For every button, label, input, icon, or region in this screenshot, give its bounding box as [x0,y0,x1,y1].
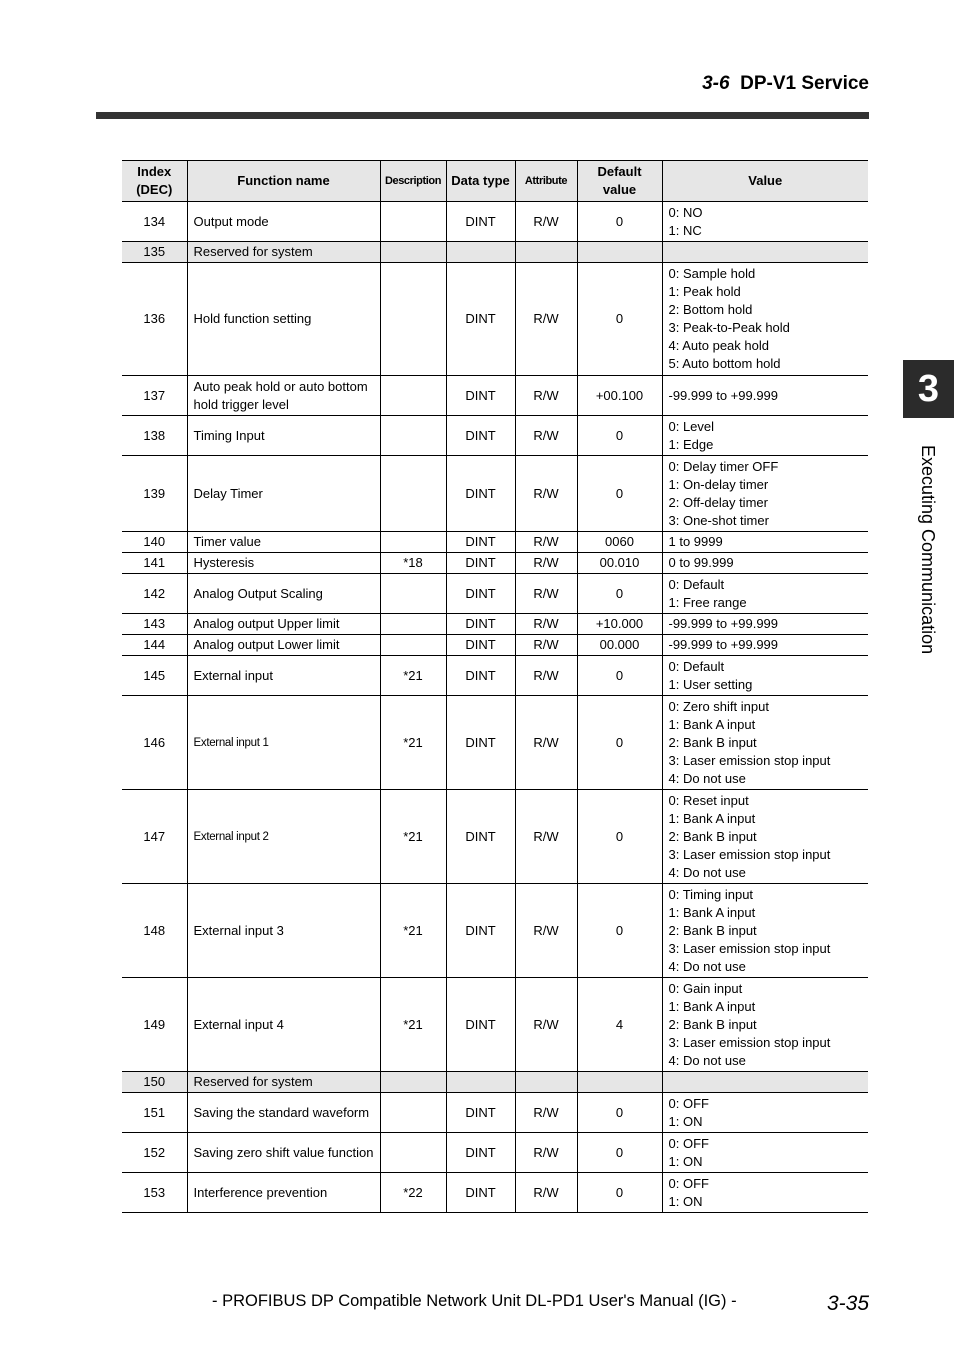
cell-attribute [515,242,577,263]
value-line: 0: Delay timer OFF [668,458,779,474]
cell-value [662,553,868,574]
value-line: 0: Level [668,418,715,434]
cell-value [662,376,868,416]
cell-description: *21 [380,790,446,884]
cell-index: 136 [122,263,187,376]
value-line: 1: ON [668,1153,703,1169]
cell-value [662,263,868,376]
cell-index: 138 [122,416,187,456]
cell-index: 140 [122,532,187,553]
cell-index: 135 [122,242,187,263]
value-line: 1: NC [668,222,702,238]
cell-function-name: External input 2 [187,790,380,884]
table-row [122,614,868,635]
table-row [122,790,868,884]
table-row [122,978,868,1072]
cell-value [662,1133,868,1173]
cell-attribute: R/W [515,1093,577,1133]
cell-default-value: 0 [577,263,662,376]
table-row [122,1173,868,1213]
cell-attribute: R/W [515,696,577,790]
header-rule [96,112,869,119]
cell-description [380,456,446,532]
cell-description [380,263,446,376]
cell-data-type [446,1072,515,1093]
cell-description: *21 [380,978,446,1072]
value-line: 4: Do not use [668,1052,746,1068]
col-header-data-type: Data type [446,161,515,202]
value-line: 3: Laser emission stop input [668,752,831,768]
cell-function-name: Timer value [187,532,380,553]
cell-function-name: External input 3 [187,884,380,978]
table-row [122,656,868,696]
value-line: 2: Bottom hold [668,302,753,317]
value-line: 0: OFF [668,1095,709,1111]
value-line: -99.999 to +99.999 [668,637,779,652]
cell-attribute: R/W [515,978,577,1072]
value-line: 2: Bank B input [668,828,757,844]
cell-function-name: External input [187,656,380,696]
cell-function-name: Interference prevention [187,1173,380,1213]
cell-data-type: DINT [446,456,515,532]
table-header-row [122,161,868,202]
table-row [122,532,868,553]
value-line: -99.999 to +99.999 [668,616,779,631]
cell-value [662,696,868,790]
value-line: -99.999 to +99.999 [668,387,779,403]
col-header-attribute: Attribute [515,161,577,202]
value-line: 1: Free range [668,594,747,610]
cell-attribute: R/W [515,656,577,696]
cell-default-value: 0 [577,656,662,696]
table-row [122,416,868,456]
cell-description: *22 [380,1173,446,1213]
table-row [122,456,868,532]
col-header-default-value: Default value [577,161,662,202]
cell-attribute: R/W [515,376,577,416]
table-row [122,696,868,790]
cell-description: *18 [380,553,446,574]
value-line: 5: Auto bottom hold [668,356,781,371]
cell-default-value: +00.100 [577,376,662,416]
cell-description [380,242,446,263]
cell-attribute: R/W [515,790,577,884]
cell-description [380,1133,446,1173]
cell-index: 151 [122,1093,187,1133]
cell-description [380,635,446,656]
value-line: 1: Edge [668,436,714,452]
cell-value [662,242,868,263]
cell-function-name: Auto peak hold or auto bottom hold trigger level [187,376,380,416]
cell-default-value: 0 [577,884,662,978]
cell-description [380,1072,446,1093]
value-line: 4: Do not use [668,770,746,786]
cell-description: *21 [380,884,446,978]
cell-default-value: 00.000 [577,635,662,656]
cell-data-type: DINT [446,1133,515,1173]
cell-function-name: Analog Output Scaling [187,574,380,614]
cell-default-value: 0 [577,1093,662,1133]
cell-default-value: 00.010 [577,553,662,574]
cell-description: *21 [380,696,446,790]
cell-value [662,635,868,656]
cell-data-type: DINT [446,1093,515,1133]
value-line: 0: Sample hold [668,266,756,281]
cell-value [662,456,868,532]
value-line: 4: Auto peak hold [668,338,769,353]
cell-default-value: 0 [577,202,662,242]
cell-function-name: Hysteresis [187,553,380,574]
cell-value [662,978,868,1072]
cell-index: 143 [122,614,187,635]
cell-function-name: Timing Input [187,416,380,456]
cell-default-value: 0 [577,1173,662,1213]
cell-value [662,416,868,456]
section-title: DP-V1 Service [740,73,869,94]
cell-value [662,790,868,884]
cell-default-value: 0060 [577,532,662,553]
cell-attribute: R/W [515,1173,577,1213]
value-line: 4: Do not use [668,958,746,974]
table-row [122,884,868,978]
cell-data-type [446,242,515,263]
cell-attribute: R/W [515,553,577,574]
value-line: 1: Bank A input [668,716,756,732]
cell-data-type: DINT [446,978,515,1072]
cell-function-name: Output mode [187,202,380,242]
value-line: 1: On-delay timer [668,476,769,492]
cell-default-value: +10.000 [577,614,662,635]
section-number: 3-6 [702,73,730,94]
value-line: 1: Peak hold [668,284,741,299]
value-line: 4: Do not use [668,864,746,880]
cell-index: 134 [122,202,187,242]
cell-attribute: R/W [515,202,577,242]
table-row [122,202,868,242]
cell-index: 139 [122,456,187,532]
value-line: 3: Laser emission stop input [668,846,831,862]
value-line: 3: Peak-to-Peak hold [668,320,790,335]
cell-value [662,1173,868,1213]
table-row [122,553,868,574]
cell-function-name: External input 1 [187,696,380,790]
table-row [122,242,868,263]
cell-index: 137 [122,376,187,416]
col-header-function-name: Function name [187,161,380,202]
cell-description: *21 [380,656,446,696]
table-row [122,574,868,614]
cell-default-value: 4 [577,978,662,1072]
cell-data-type: DINT [446,376,515,416]
cell-function-name: Hold function setting [187,263,380,376]
col-header-index: Index (DEC) [122,161,187,202]
cell-index: 142 [122,574,187,614]
value-line: 1: Bank A input [668,904,756,920]
cell-description [380,416,446,456]
cell-default-value: 0 [577,416,662,456]
chapter-title: Executing Communication [918,445,938,655]
cell-data-type: DINT [446,635,515,656]
cell-function-name: Analog output Lower limit [187,635,380,656]
value-line: 0: Default [668,658,725,674]
value-line: 3: Laser emission stop input [668,940,831,956]
table-row [122,1093,868,1133]
value-line: 0 to 99.999 [668,555,734,570]
cell-attribute: R/W [515,263,577,376]
cell-default-value [577,242,662,263]
cell-value [662,884,868,978]
cell-data-type: DINT [446,884,515,978]
cell-index: 152 [122,1133,187,1173]
cell-attribute: R/W [515,635,577,656]
cell-index: 148 [122,884,187,978]
cell-data-type: DINT [446,614,515,635]
cell-default-value: 0 [577,1133,662,1173]
value-line: 1: User setting [668,676,753,692]
cell-data-type: DINT [446,263,515,376]
cell-data-type: DINT [446,1173,515,1213]
cell-description [380,1093,446,1133]
value-line: 0: Default [668,576,725,592]
cell-index: 150 [122,1072,187,1093]
chapter-tab: 3 [903,360,954,418]
cell-data-type: DINT [446,574,515,614]
table-row [122,376,868,416]
cell-attribute: R/W [515,884,577,978]
value-line: 2: Bank B input [668,1016,757,1032]
cell-attribute: R/W [515,416,577,456]
parameter-table [122,160,868,1213]
cell-description [380,532,446,553]
value-line: 0: OFF [668,1175,709,1191]
table-body [122,202,868,1213]
cell-description [380,376,446,416]
cell-data-type: DINT [446,656,515,696]
cell-function-name: Analog output Upper limit [187,614,380,635]
cell-index: 153 [122,1173,187,1213]
value-line: 0: Reset input [668,792,749,808]
cell-default-value: 0 [577,574,662,614]
col-header-description: Description [380,161,446,202]
cell-data-type: DINT [446,532,515,553]
value-line: 1: Bank A input [668,998,756,1014]
cell-data-type: DINT [446,553,515,574]
cell-function-name: Reserved for system [187,242,380,263]
cell-function-name: Saving the standard waveform [187,1093,380,1133]
cell-description [380,202,446,242]
value-line: 0: Gain input [668,980,743,996]
value-line: 0: NO [668,204,703,220]
cell-value [662,656,868,696]
cell-attribute: R/W [515,614,577,635]
value-line: 2: Off-delay timer [668,494,768,510]
table-row [122,1133,868,1173]
value-line: 0: Timing input [668,886,754,902]
table-row [122,1072,868,1093]
cell-attribute: R/W [515,456,577,532]
cell-value [662,202,868,242]
cell-function-name: Saving zero shift value function [187,1133,380,1173]
cell-description [380,614,446,635]
cell-data-type: DINT [446,202,515,242]
cell-data-type: DINT [446,416,515,456]
cell-default-value: 0 [577,456,662,532]
cell-default-value: 0 [577,790,662,884]
cell-attribute: R/W [515,1133,577,1173]
value-line: 0: Zero shift input [668,698,769,714]
cell-value [662,1072,868,1093]
cell-index: 141 [122,553,187,574]
cell-index: 144 [122,635,187,656]
cell-index: 149 [122,978,187,1072]
footer-manual-title: - PROFIBUS DP Compatible Network Unit DL-PD1 User's Manual (IG) - [212,1292,737,1310]
cell-attribute: R/W [515,574,577,614]
value-line: 2: Bank B input [668,922,757,938]
cell-function-name: Reserved for system [187,1072,380,1093]
cell-value [662,1093,868,1133]
cell-description [380,574,446,614]
value-line: 2: Bank B input [668,734,757,750]
col-header-value: Value [662,161,868,202]
cell-default-value [577,1072,662,1093]
value-line: 3: One-shot timer [668,512,769,528]
cell-data-type: DINT [446,790,515,884]
value-line: 1: ON [668,1113,703,1129]
cell-default-value: 0 [577,696,662,790]
cell-index: 145 [122,656,187,696]
value-line: 1: Bank A input [668,810,756,826]
value-line: 1 to 9999 [668,534,723,549]
cell-function-name: Delay Timer [187,456,380,532]
cell-data-type: DINT [446,696,515,790]
value-line: 0: OFF [668,1135,709,1151]
cell-function-name: External input 4 [187,978,380,1072]
table-row [122,263,868,376]
cell-attribute: R/W [515,532,577,553]
table-row [122,635,868,656]
cell-value [662,614,868,635]
cell-value [662,532,868,553]
value-line: 3: Laser emission stop input [668,1034,831,1050]
cell-index: 146 [122,696,187,790]
page-number: 3-35 [826,1292,869,1315]
cell-index: 147 [122,790,187,884]
cell-attribute [515,1072,577,1093]
cell-value [662,574,868,614]
section-heading [702,73,869,95]
value-line: 1: ON [668,1193,703,1209]
